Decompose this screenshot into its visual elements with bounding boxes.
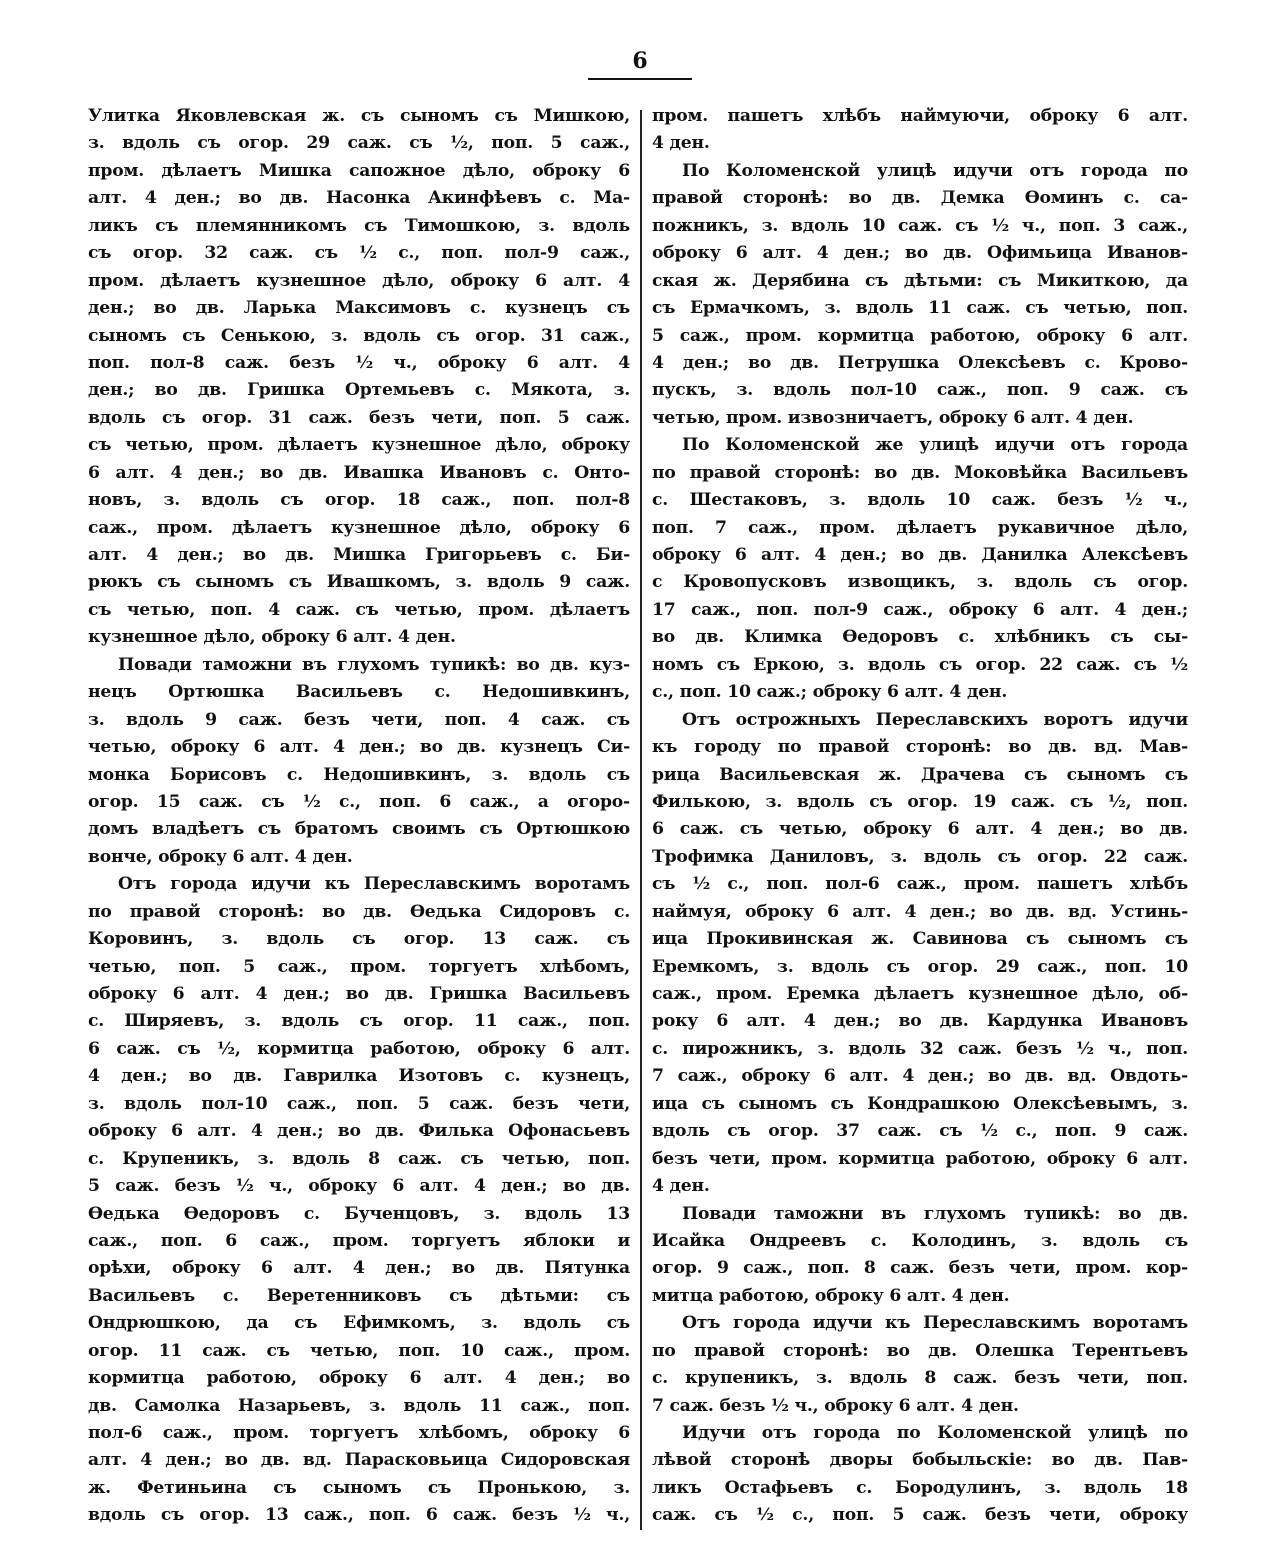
text-line: Васильевъ с. Веретенниковъ съ дѣтьми: съ xyxy=(88,1285,630,1306)
text-line: пром. дѣлаетъ кузнешное дѣло, оброку 6 алт. 4 xyxy=(88,270,630,291)
text-line: 5 саж. безъ ½ ч., оброку 6 алт. 4 ден.; во дв. xyxy=(88,1176,630,1197)
text-line: вдоль съ огор. 37 саж. съ ½ с., поп. 9 саж. xyxy=(652,1121,1188,1142)
text-line: По Коломенской улицѣ идучи отъ города по xyxy=(682,160,1188,181)
text-line: безъ чети, пром. кормитца работою, оброку 6 алт. xyxy=(652,1148,1188,1169)
text-line: Отъ острожныхъ Переславскихъ воротъ идучи xyxy=(682,709,1188,730)
text-line: Трофимка Даниловъ, з. вдоль съ огор. 22 саж. xyxy=(652,846,1188,867)
text-line: 6 саж. съ ½, кормитца работою, оброку 6 алт. xyxy=(88,1038,630,1059)
text-line: сыномъ съ Сенькою, з. вдоль съ огор. 31 саж., xyxy=(88,325,630,346)
text-line: пром. пашетъ хлѣбъ наймуючи, оброку 6 алт. xyxy=(652,106,1188,126)
text-line: вонче, оброку 6 алт. 4 ден. xyxy=(88,846,353,867)
text-line: съ огор. 32 саж. съ ½ с., поп. пол-9 саж., xyxy=(88,243,630,264)
text-line: 17 саж., поп. пол-9 саж., оброку 6 алт. 4 ден.; xyxy=(652,599,1188,620)
left-column xyxy=(88,103,630,1530)
text-line: огор. 11 саж. съ четью, поп. 10 саж., пром. xyxy=(88,1340,630,1361)
text-line: съ Ермачкомъ, з. вдоль 11 саж. съ четью, поп. xyxy=(652,298,1188,319)
text-line: митца работою, оброку 6 алт. 4 ден. xyxy=(652,1285,1010,1306)
text-line: пол-6 саж., пром. торгуетъ хлѣбомъ, оброку 6 xyxy=(88,1423,630,1443)
column-divider xyxy=(640,110,642,1530)
text-line: По Коломенской же улицѣ идучи отъ города xyxy=(682,435,1188,456)
text-line: оброку 6 алт. 4 ден.; во дв. Данилка Алексѣевъ xyxy=(652,545,1188,565)
text-line: ликъ Остафьевъ с. Бородулинъ, з. вдоль 18 xyxy=(652,1477,1188,1498)
text-line: поп. 7 саж., пром. дѣлаетъ рукавичное дѣло, xyxy=(652,517,1188,538)
text-line: с. крупеникъ, з. вдоль 8 саж. безъ чети, поп. xyxy=(652,1368,1188,1389)
text-line: Повади таможни въ глухомъ тупикѣ: во дв. xyxy=(682,1203,1188,1224)
text-line: саж. съ ½ с., поп. 5 саж. безъ чети, оброку xyxy=(652,1505,1188,1526)
text-line: ская ж. Дерябина съ дѣтьми: съ Микиткою, да xyxy=(652,270,1188,291)
text-line: алт. 4 ден.; во дв. Мишка Григорьевъ с. Би- xyxy=(88,545,630,565)
text-line: Еремкомъ, з. вдоль съ огор. 29 саж., поп. 10 xyxy=(652,956,1188,977)
text-line: пожникъ, з. вдоль 10 саж. съ ½ ч., поп. 3 саж., xyxy=(652,215,1188,236)
text-line: 4 ден.; во дв. Гаврилка Изотовъ с. кузнецъ, xyxy=(88,1066,630,1087)
text-line: дв. Самолка Назарьевъ, з. вдоль 11 саж., поп. xyxy=(88,1395,630,1416)
text-line: кормитца работою, оброку 6 алт. 4 ден.; во xyxy=(88,1368,630,1389)
text-line: по правой сторонѣ: во дв. Ѳедька Сидоровъ с. xyxy=(88,901,630,922)
text-line: кузнешное дѣло, оброку 6 алт. 4 ден. xyxy=(88,627,456,648)
text-line: саж., пром. Еремка дѣлаетъ кузнешное дѣло, об- xyxy=(652,984,1188,1004)
text-line: по правой сторонѣ: во дв. Олешка Терентьевъ xyxy=(652,1340,1188,1361)
page-number: 6 xyxy=(632,48,648,74)
text-line: огор. 15 саж. съ ½ с., поп. 6 саж., а огоро- xyxy=(88,791,630,812)
text-line: четью, оброку 6 алт. 4 ден.; во дв. кузнецъ Си- xyxy=(88,737,630,758)
right-column xyxy=(652,103,1188,1530)
text-line: с Кровопусковъ извощикъ, з. вдоль съ огор. xyxy=(652,572,1188,593)
text-line: четью, пром. извозничаетъ, оброку 6 алт. 4 ден. xyxy=(652,407,1134,428)
text-line: ж. Фетиньина съ сыномъ съ Пронькою, з. xyxy=(88,1477,630,1498)
text-line: саж., поп. 6 саж., пром. торгуетъ яблоки и xyxy=(88,1230,630,1251)
text-line: Отъ города идучи къ Переславскимъ воротамъ xyxy=(682,1313,1188,1334)
text-line: ден.; во дв. Ларька Максимовъ с. кузнецъ съ xyxy=(88,298,630,319)
text-line: вдоль съ огор. 31 саж. безъ чети, поп. 5 саж. xyxy=(88,407,630,428)
text-line: ден.; во дв. Гришка Ортемьевъ с. Мякота, з. xyxy=(88,380,630,401)
text-line: с. пирожникъ, з. вдоль 32 саж. безъ ½ ч., поп. xyxy=(652,1038,1188,1059)
text-line: ица Прокивинская ж. Савинова съ сыномъ съ xyxy=(652,929,1188,950)
text-line: с. Шестаковъ, з. вдоль 10 саж. безъ ½ ч., xyxy=(652,490,1188,511)
text-line: 4 ден.; во дв. Петрушка Олексѣевъ с. Крово- xyxy=(652,352,1188,373)
text-line: оброку 6 алт. 4 ден.; во дв. Офимьица Иванов- xyxy=(652,243,1188,264)
text-line: с., поп. 10 саж.; оброку 6 алт. 4 ден. xyxy=(652,682,1008,703)
text-line: Исайка Ондреевъ с. Колодинъ, з. вдоль съ xyxy=(652,1230,1188,1251)
text-line: новъ, з. вдоль съ огор. 18 саж., поп. пол-8 xyxy=(88,490,630,511)
text-line: поп. пол-8 саж. безъ ½ ч., оброку 6 алт. 4 xyxy=(88,352,630,373)
text-line: пром. дѣлаетъ Мишка сапожное дѣло, оброку 6 xyxy=(88,160,630,181)
text-line: з. вдоль 9 саж. безъ чети, поп. 4 саж. съ xyxy=(88,709,630,730)
text-line: саж., пром. дѣлаетъ кузнешное дѣло, оброку 6 xyxy=(88,517,630,538)
text-line: Ондрюшкою, да съ Ефимкомъ, з. вдоль съ xyxy=(88,1313,630,1334)
text-line: по правой сторонѣ: во дв. Моковѣйка Васильевъ xyxy=(652,462,1188,483)
text-line: правой сторонѣ: во дв. Демка Ѳоминъ с. са- xyxy=(652,188,1188,209)
text-line: Повади таможни въ глухомъ тупикѣ: во дв. куз- xyxy=(118,654,630,675)
text-line: Идучи отъ города по Коломенской улицѣ по xyxy=(682,1423,1188,1443)
text-line: 4 ден. xyxy=(652,133,710,154)
text-line: домъ владѣетъ съ братомъ своимъ съ Ортюшкою xyxy=(88,819,630,840)
text-line: лѣвой сторонѣ дворы бобыльскіе: во дв. Пав- xyxy=(652,1450,1188,1471)
text-line: 4 ден. xyxy=(652,1176,710,1197)
text-line: оброку 6 алт. 4 ден.; во дв. Гришка Васильевъ xyxy=(88,984,630,1004)
text-line: съ ½ с., поп. пол-6 саж., пром. пашетъ хлѣбъ xyxy=(652,874,1188,895)
text-line: 6 саж. съ четью, оброку 6 алт. 4 ден.; во дв. xyxy=(652,819,1188,840)
text-line: четью, поп. 5 саж., пром. торгуетъ хлѣбомъ, xyxy=(88,956,630,977)
text-line: рица Васильевская ж. Драчева съ сыномъ съ xyxy=(652,764,1188,785)
text-line: алт. 4 ден.; во дв. вд. Парасковьица Сидоровская xyxy=(88,1450,630,1471)
text-line: пускъ, з. вдоль пол-10 саж., поп. 9 саж. съ xyxy=(652,380,1188,401)
text-line: съ четью, поп. 4 саж. съ четью, пром. дѣлаетъ xyxy=(88,599,630,620)
text-line: номъ съ Еркою, з. вдоль съ огор. 22 саж. съ ½ xyxy=(652,654,1188,675)
text-line: Улитка Яковлевская ж. съ сыномъ съ Мишкою, xyxy=(88,106,630,126)
text-line: 5 саж., пром. кормитца работою, оброку 6 алт. xyxy=(652,325,1188,346)
text-line: ица съ сыномъ съ Кондрашкою Олексѣевымъ, з. xyxy=(652,1093,1188,1114)
text-line: Коровинъ, з. вдоль съ огор. 13 саж. съ xyxy=(88,929,630,950)
text-line: Отъ города идучи къ Переславскимъ воротамъ xyxy=(118,874,630,895)
text-line: рюкъ съ сыномъ съ Ивашкомъ, з. вдоль 9 саж. xyxy=(88,572,630,593)
text-line: ликъ съ племянникомъ съ Тимошкою, з. вдоль xyxy=(88,215,630,236)
text-line: во дв. Климка Ѳедоровъ с. хлѣбникъ съ сы- xyxy=(652,627,1188,648)
text-line: 6 алт. 4 ден.; во дв. Ивашка Ивановъ с. Онто- xyxy=(88,462,630,483)
page-number-rule xyxy=(588,78,692,80)
text-line: оброку 6 алт. 4 ден.; во дв. Филька Офонасьевъ xyxy=(88,1121,630,1142)
text-line: року 6 алт. 4 ден.; во дв. Кардунка Ивановъ xyxy=(652,1011,1188,1032)
text-line: съ четью, пром. дѣлаетъ кузнешное дѣло, оброку xyxy=(88,435,630,456)
text-line: вдоль съ огор. 13 саж., поп. 6 саж. безъ ½ ч., xyxy=(88,1505,630,1526)
text-line: с. Крупеникъ, з. вдоль 8 саж. съ четью, поп. xyxy=(88,1148,630,1169)
text-line: с. Ширяевъ, з. вдоль съ огор. 11 саж., поп. xyxy=(88,1011,630,1032)
text-line: 7 саж., оброку 6 алт. 4 ден.; во дв. вд. Овдоть- xyxy=(652,1066,1188,1087)
text-line: нецъ Ортюшка Васильевъ с. Недошивкинъ, xyxy=(88,682,630,703)
text-line: 7 саж. безъ ½ ч., оброку 6 алт. 4 ден. xyxy=(652,1395,1019,1416)
text-line: з. вдоль пол-10 саж., поп. 5 саж. безъ чети, xyxy=(88,1093,630,1114)
text-line: огор. 9 саж., поп. 8 саж. безъ чети, пром. кор- xyxy=(652,1258,1188,1279)
text-line: Филькою, з. вдоль съ огор. 19 саж. съ ½, поп. xyxy=(652,791,1188,812)
text-line: монка Борисовъ с. Недошивкинъ, з. вдоль съ xyxy=(88,764,630,785)
text-line: орѣхи, оброку 6 алт. 4 ден.; во дв. Пятунка xyxy=(88,1258,630,1279)
text-line: алт. 4 ден.; во дв. Насонка Акинфѣевъ с. Ма- xyxy=(88,188,630,209)
text-line: наймуя, оброку 6 алт. 4 ден.; во дв. вд. Устинь- xyxy=(652,901,1188,922)
text-line: къ городу по правой сторонѣ: во дв. вд. Мав- xyxy=(652,737,1188,758)
text-line: Ѳедька Ѳедоровъ с. Бученцовъ, з. вдоль 13 xyxy=(88,1203,630,1224)
text-line: з. вдоль съ огор. 29 саж. съ ½, поп. 5 саж., xyxy=(88,133,630,154)
